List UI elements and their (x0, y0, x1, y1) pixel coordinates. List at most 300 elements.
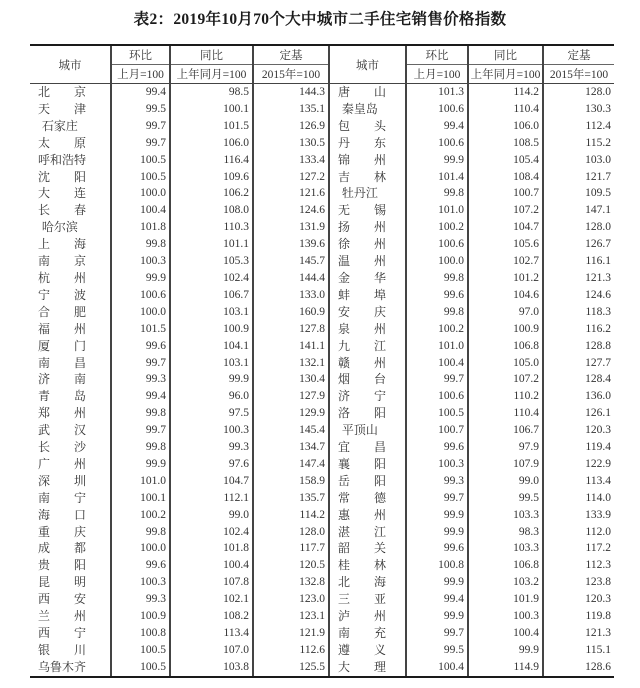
right-mom-cell: 99.5 (406, 642, 468, 659)
right-fixed-cell: 112.4 (543, 118, 614, 135)
left-mom-cell: 100.3 (111, 574, 170, 591)
right-city-cell: 韶 关 (329, 540, 406, 557)
left-city-cell: 贵 阳 (38, 558, 87, 573)
left-city-cell: 上 海 (38, 237, 87, 252)
left-city-cell: 西 宁 (38, 626, 87, 640)
right-fixed-cell: 128.0 (543, 84, 614, 101)
left-mom-cell: 100.3 (111, 253, 170, 270)
left-mom-cell: 99.7 (111, 355, 170, 372)
right-mom-cell: 100.0 (406, 253, 468, 270)
left-fixed-cell: 131.9 (253, 219, 329, 236)
left-yoy-cell: 101.5 (170, 118, 253, 135)
right-fixed-cell: 114.0 (543, 490, 614, 507)
right-mom-cell: 99.9 (406, 608, 468, 625)
header-yoy-base-right: 上年同月=100 (468, 65, 543, 84)
left-city-cell: 乌鲁木齐 (30, 659, 111, 677)
left-city-cell: 济 南 (38, 372, 87, 387)
right-city-cell: 丹 东 (329, 135, 406, 152)
right-city-cell: 泉 州 (329, 321, 406, 338)
right-city-cell: 温 州 (329, 253, 406, 270)
right-mom-cell: 99.9 (406, 507, 468, 524)
right-city-cell: 宜 昌 (329, 439, 406, 456)
left-fixed-cell: 135.1 (253, 101, 329, 118)
right-fixed-cell: 120.3 (543, 591, 614, 608)
left-fixed-cell: 144.4 (253, 270, 329, 287)
left-fixed-cell: 128.0 (253, 524, 329, 541)
right-yoy-cell: 97.0 (468, 304, 543, 321)
left-city-cell: 青 岛 (38, 389, 87, 404)
right-mom-cell: 101.4 (406, 169, 468, 186)
left-fixed-cell: 123.0 (253, 591, 329, 608)
right-fixed-cell: 121.3 (543, 625, 614, 642)
table-row (30, 591, 614, 608)
left-city-cell: 石家庄 (38, 118, 78, 133)
right-city-cell: 赣 州 (329, 355, 406, 372)
header-mom-base-right: 上月=100 (406, 65, 468, 84)
left-fixed-cell: 158.9 (253, 473, 329, 490)
right-fixed-cell: 130.3 (543, 101, 614, 118)
right-mom-cell: 100.6 (406, 135, 468, 152)
left-mom-cell: 99.9 (111, 456, 170, 473)
left-mom-cell: 99.4 (111, 388, 170, 405)
right-city-cell: 湛 江 (329, 524, 406, 541)
right-fixed-cell: 119.4 (543, 439, 614, 456)
left-fixed-cell: 121.9 (253, 625, 329, 642)
left-mom-cell: 99.4 (111, 84, 170, 101)
left-mom-cell: 100.9 (111, 608, 170, 625)
right-yoy-cell: 108.4 (468, 169, 543, 186)
table-row (30, 422, 614, 439)
header-yoy-base-left: 上年同月=100 (170, 65, 253, 84)
left-fixed-cell: 133.0 (253, 287, 329, 304)
left-fixed-cell: 145.4 (253, 422, 329, 439)
table-row (30, 304, 614, 321)
right-mom-cell: 99.4 (406, 591, 468, 608)
left-yoy-cell: 109.6 (170, 169, 253, 186)
left-city-cell: 海 口 (38, 507, 87, 522)
right-yoy-cell: 107.2 (468, 371, 543, 388)
table-row (30, 355, 614, 372)
table-row (30, 270, 614, 287)
table-row (30, 287, 614, 304)
right-mom-cell: 99.4 (406, 118, 468, 135)
right-yoy-cell: 105.6 (468, 236, 543, 253)
left-fixed-cell: 160.9 (253, 304, 329, 321)
right-yoy-cell: 106.0 (468, 118, 543, 135)
right-yoy-cell: 103.3 (468, 507, 543, 524)
left-city-cell: 杭 州 (38, 270, 87, 285)
left-yoy-cell: 98.5 (170, 84, 253, 101)
right-city-cell: 无 锡 (329, 202, 406, 219)
right-city-cell: 常 德 (329, 490, 406, 507)
header-fixed-base-left: 2015年=100 (253, 65, 329, 84)
left-yoy-cell: 106.0 (170, 135, 253, 152)
left-city-cell: 太 原 (38, 135, 87, 150)
right-city-cell: 金 华 (329, 270, 406, 287)
right-mom-cell: 99.8 (406, 185, 468, 202)
left-yoy-cell: 116.4 (170, 152, 253, 169)
left-mom-cell: 99.8 (111, 524, 170, 541)
left-mom-cell: 99.3 (111, 591, 170, 608)
left-yoy-cell: 108.2 (170, 608, 253, 625)
left-fixed-cell: 127.2 (253, 169, 329, 186)
left-mom-cell: 101.5 (111, 321, 170, 338)
table-row (30, 135, 614, 152)
right-yoy-cell: 110.4 (468, 101, 543, 118)
right-city-cell: 安 庆 (329, 304, 406, 321)
left-fixed-cell: 127.9 (253, 388, 329, 405)
left-city-cell: 西 安 (38, 592, 87, 607)
right-city-cell: 扬 州 (329, 219, 406, 236)
left-yoy-cell: 106.7 (170, 287, 253, 304)
right-city-cell: 平顶山 (329, 422, 406, 439)
left-fixed-cell: 127.8 (253, 321, 329, 338)
table-row (30, 608, 614, 625)
right-yoy-cell: 99.5 (468, 490, 543, 507)
right-mom-cell: 99.7 (406, 371, 468, 388)
left-fixed-cell: 139.6 (253, 236, 329, 253)
left-yoy-cell: 104.7 (170, 473, 253, 490)
right-yoy-cell: 106.8 (468, 338, 543, 355)
right-mom-cell: 101.3 (406, 84, 468, 101)
left-fixed-cell: 132.8 (253, 574, 329, 591)
right-mom-cell: 100.7 (406, 422, 468, 439)
left-yoy-cell: 108.0 (170, 202, 253, 219)
right-yoy-cell: 99.9 (468, 642, 543, 659)
left-fixed-cell: 130.5 (253, 135, 329, 152)
left-yoy-cell: 102.1 (170, 591, 253, 608)
right-yoy-cell: 98.3 (468, 524, 543, 541)
right-yoy-cell: 100.4 (468, 625, 543, 642)
header-mom-base-left: 上月=100 (111, 65, 170, 84)
right-mom-cell: 99.9 (406, 524, 468, 541)
table-row (30, 118, 614, 135)
right-fixed-cell: 115.1 (543, 642, 614, 659)
right-city-cell: 锦 州 (329, 152, 406, 169)
left-yoy-cell: 101.1 (170, 236, 253, 253)
right-city-cell: 牡丹江 (329, 185, 406, 202)
left-mom-cell: 100.2 (111, 507, 170, 524)
left-mom-cell: 100.0 (111, 304, 170, 321)
right-fixed-cell: 116.1 (543, 253, 614, 270)
header-fixed-base-right: 2015年=100 (543, 65, 614, 84)
left-fixed-cell: 126.9 (253, 118, 329, 135)
right-fixed-cell: 113.4 (543, 473, 614, 490)
table-row (30, 557, 614, 574)
left-city-cell: 成 都 (38, 541, 87, 556)
left-city-cell: 沈 阳 (38, 169, 87, 184)
left-yoy-cell: 106.2 (170, 185, 253, 202)
right-yoy-cell: 100.3 (468, 608, 543, 625)
left-mom-cell: 100.0 (111, 185, 170, 202)
right-fixed-cell: 115.2 (543, 135, 614, 152)
table-row (30, 439, 614, 456)
left-mom-cell: 100.5 (111, 169, 170, 186)
table-title: 表2：2019年10月70个大中城市二手住宅销售价格指数 (133, 11, 507, 28)
right-fixed-cell: 103.0 (543, 152, 614, 169)
left-yoy-cell: 97.6 (170, 456, 253, 473)
left-fixed-cell: 145.7 (253, 253, 329, 270)
header-row (30, 45, 614, 65)
table-row (30, 388, 614, 405)
left-yoy-cell: 102.4 (170, 270, 253, 287)
table-row (30, 642, 614, 659)
left-city-cell: 大 连 (38, 186, 87, 201)
right-mom-cell: 100.2 (406, 219, 468, 236)
right-fixed-cell: 126.1 (543, 405, 614, 422)
right-yoy-cell: 100.9 (468, 321, 543, 338)
left-mom-cell: 99.8 (111, 405, 170, 422)
right-fixed-cell: 121.7 (543, 169, 614, 186)
right-fixed-cell: 147.1 (543, 202, 614, 219)
table-row (30, 185, 614, 202)
table-row (30, 507, 614, 524)
header-mom-right: 环比 (406, 45, 468, 65)
right-yoy-cell: 100.7 (468, 185, 543, 202)
left-fixed-cell: 135.7 (253, 490, 329, 507)
right-yoy-cell: 110.2 (468, 388, 543, 405)
table-row (30, 84, 614, 101)
left-yoy-cell: 100.1 (170, 101, 253, 118)
left-mom-cell: 101.0 (111, 473, 170, 490)
left-mom-cell: 101.8 (111, 219, 170, 236)
left-yoy-cell: 104.1 (170, 338, 253, 355)
left-city-cell: 深 圳 (38, 473, 87, 488)
left-city-cell: 南 京 (38, 254, 87, 269)
left-city-cell: 北 京 (38, 85, 87, 99)
right-mom-cell: 99.6 (406, 439, 468, 456)
left-fixed-cell: 144.3 (253, 84, 329, 101)
table-row (30, 152, 614, 169)
left-city-cell: 长 春 (38, 203, 87, 218)
right-yoy-cell: 102.7 (468, 253, 543, 270)
left-city-cell: 长 沙 (38, 440, 87, 455)
right-mom-cell: 99.6 (406, 287, 468, 304)
table-row (30, 338, 614, 355)
left-yoy-cell: 101.8 (170, 540, 253, 557)
left-city-cell: 呼和浩特 (38, 152, 87, 167)
right-fixed-cell: 123.8 (543, 574, 614, 591)
left-yoy-cell: 105.3 (170, 253, 253, 270)
right-mom-cell: 100.8 (406, 557, 468, 574)
price-index-table (30, 44, 614, 678)
left-yoy-cell: 103.1 (170, 304, 253, 321)
left-mom-cell: 99.6 (111, 557, 170, 574)
right-city-cell: 大 理 (329, 659, 406, 677)
right-fixed-cell: 124.6 (543, 287, 614, 304)
right-mom-cell: 100.6 (406, 236, 468, 253)
right-mom-cell: 100.5 (406, 405, 468, 422)
right-city-cell: 包 头 (329, 118, 406, 135)
right-yoy-cell: 114.2 (468, 84, 543, 101)
left-city-cell: 哈尔滨 (38, 220, 78, 235)
left-fixed-cell: 120.5 (253, 557, 329, 574)
left-yoy-cell: 103.1 (170, 355, 253, 372)
left-yoy-cell: 99.9 (170, 371, 253, 388)
right-mom-cell: 101.0 (406, 202, 468, 219)
right-fixed-cell: 136.0 (543, 388, 614, 405)
left-city-cell: 福 州 (38, 321, 87, 336)
left-city-cell: 武 汉 (38, 423, 87, 438)
right-yoy-cell: 103.2 (468, 574, 543, 591)
table-row (30, 456, 614, 473)
right-city-cell: 烟 台 (329, 371, 406, 388)
right-fixed-cell: 112.0 (543, 524, 614, 541)
table-row (30, 574, 614, 591)
left-fixed-cell: 125.5 (253, 659, 329, 677)
left-mom-cell: 100.5 (111, 659, 170, 677)
right-city-cell: 唐 山 (329, 84, 406, 101)
left-yoy-cell: 100.4 (170, 557, 253, 574)
table-row (30, 405, 614, 422)
right-mom-cell: 100.4 (406, 659, 468, 677)
right-city-cell: 洛 阳 (329, 405, 406, 422)
left-fixed-cell: 123.1 (253, 608, 329, 625)
header-fixed-right: 定基 (543, 45, 614, 65)
left-city-cell: 天 津 (38, 101, 87, 116)
right-city-cell: 北 海 (329, 574, 406, 591)
right-mom-cell: 100.6 (406, 388, 468, 405)
right-mom-cell: 99.7 (406, 490, 468, 507)
left-mom-cell: 99.7 (111, 422, 170, 439)
right-fixed-cell: 121.3 (543, 270, 614, 287)
left-city-cell: 郑 州 (38, 406, 87, 421)
left-yoy-cell: 100.3 (170, 422, 253, 439)
table-row (30, 540, 614, 557)
left-mom-cell: 100.5 (111, 152, 170, 169)
left-mom-cell: 100.5 (111, 642, 170, 659)
left-mom-cell: 99.8 (111, 439, 170, 456)
left-fixed-cell: 130.4 (253, 371, 329, 388)
left-mom-cell: 99.5 (111, 101, 170, 118)
left-fixed-cell: 141.1 (253, 338, 329, 355)
left-mom-cell: 100.0 (111, 540, 170, 557)
right-fixed-cell: 128.0 (543, 219, 614, 236)
left-yoy-cell: 100.9 (170, 321, 253, 338)
right-mom-cell: 99.3 (406, 473, 468, 490)
right-mom-cell: 99.8 (406, 270, 468, 287)
right-city-cell: 三 亚 (329, 591, 406, 608)
header-city-right: 城市 (329, 45, 406, 84)
table-row (30, 659, 614, 677)
right-fixed-cell: 128.8 (543, 338, 614, 355)
left-yoy-cell: 112.1 (170, 490, 253, 507)
left-mom-cell: 99.7 (111, 118, 170, 135)
table-row (30, 101, 614, 118)
left-city-cell: 昆 明 (38, 575, 87, 590)
table-row (30, 473, 614, 490)
left-mom-cell: 100.1 (111, 490, 170, 507)
left-yoy-cell: 96.0 (170, 388, 253, 405)
right-city-cell: 襄 阳 (329, 456, 406, 473)
right-yoy-cell: 107.9 (468, 456, 543, 473)
header-mom-left: 环比 (111, 45, 170, 65)
right-fixed-cell: 119.8 (543, 608, 614, 625)
left-mom-cell: 100.6 (111, 287, 170, 304)
right-mom-cell: 99.8 (406, 304, 468, 321)
right-yoy-cell: 110.4 (468, 405, 543, 422)
right-city-cell: 九 江 (329, 338, 406, 355)
right-yoy-cell: 105.4 (468, 152, 543, 169)
left-mom-cell: 100.8 (111, 625, 170, 642)
right-fixed-cell: 128.4 (543, 371, 614, 388)
left-city-cell: 厦 门 (38, 338, 87, 353)
right-fixed-cell: 120.3 (543, 422, 614, 439)
right-city-cell: 岳 阳 (329, 473, 406, 490)
right-yoy-cell: 106.7 (468, 422, 543, 439)
left-yoy-cell: 113.4 (170, 625, 253, 642)
left-fixed-cell: 117.7 (253, 540, 329, 557)
left-fixed-cell: 132.1 (253, 355, 329, 372)
table-row (30, 524, 614, 541)
right-mom-cell: 100.6 (406, 101, 468, 118)
right-fixed-cell: 133.9 (543, 507, 614, 524)
right-yoy-cell: 101.9 (468, 591, 543, 608)
left-fixed-cell: 134.7 (253, 439, 329, 456)
left-fixed-cell: 121.6 (253, 185, 329, 202)
left-mom-cell: 99.7 (111, 135, 170, 152)
left-mom-cell: 99.9 (111, 270, 170, 287)
right-mom-cell: 99.7 (406, 625, 468, 642)
left-mom-cell: 99.3 (111, 371, 170, 388)
right-city-cell: 泸 州 (329, 608, 406, 625)
table-row (30, 219, 614, 236)
right-yoy-cell: 97.9 (468, 439, 543, 456)
right-mom-cell: 99.9 (406, 574, 468, 591)
table-row (30, 321, 614, 338)
right-fixed-cell: 122.9 (543, 456, 614, 473)
left-fixed-cell: 124.6 (253, 202, 329, 219)
header-yoy-right: 同比 (468, 45, 543, 65)
right-city-cell: 徐 州 (329, 236, 406, 253)
left-city-cell: 兰 州 (38, 609, 87, 624)
left-fixed-cell: 147.4 (253, 456, 329, 473)
left-city-cell: 宁 波 (38, 287, 87, 302)
right-fixed-cell: 117.2 (543, 540, 614, 557)
left-city-cell: 广 州 (38, 456, 87, 471)
left-city-cell: 合 肥 (38, 304, 87, 319)
left-yoy-cell: 110.3 (170, 219, 253, 236)
right-fixed-cell: 112.3 (543, 557, 614, 574)
left-city-cell: 南 宁 (38, 490, 87, 505)
right-fixed-cell: 126.7 (543, 236, 614, 253)
left-fixed-cell: 129.9 (253, 405, 329, 422)
table-row (30, 236, 614, 253)
right-fixed-cell: 118.3 (543, 304, 614, 321)
right-yoy-cell: 99.0 (468, 473, 543, 490)
header-yoy-left: 同比 (170, 45, 253, 65)
right-fixed-cell: 109.5 (543, 185, 614, 202)
left-mom-cell: 99.8 (111, 236, 170, 253)
right-yoy-cell: 104.6 (468, 287, 543, 304)
header-subrow (30, 65, 614, 84)
header-fixed-left: 定基 (253, 45, 329, 65)
right-mom-cell: 100.2 (406, 321, 468, 338)
right-mom-cell: 100.4 (406, 355, 468, 372)
table-row (30, 490, 614, 507)
right-fixed-cell: 127.7 (543, 355, 614, 372)
left-yoy-cell: 107.0 (170, 642, 253, 659)
left-fixed-cell: 133.4 (253, 152, 329, 169)
left-city-cell: 银 川 (38, 642, 87, 657)
left-fixed-cell: 112.6 (253, 642, 329, 659)
right-mom-cell: 101.0 (406, 338, 468, 355)
left-mom-cell: 100.4 (111, 202, 170, 219)
right-mom-cell: 100.3 (406, 456, 468, 473)
right-yoy-cell: 108.5 (468, 135, 543, 152)
left-yoy-cell: 102.4 (170, 524, 253, 541)
right-city-cell: 遵 义 (329, 642, 406, 659)
